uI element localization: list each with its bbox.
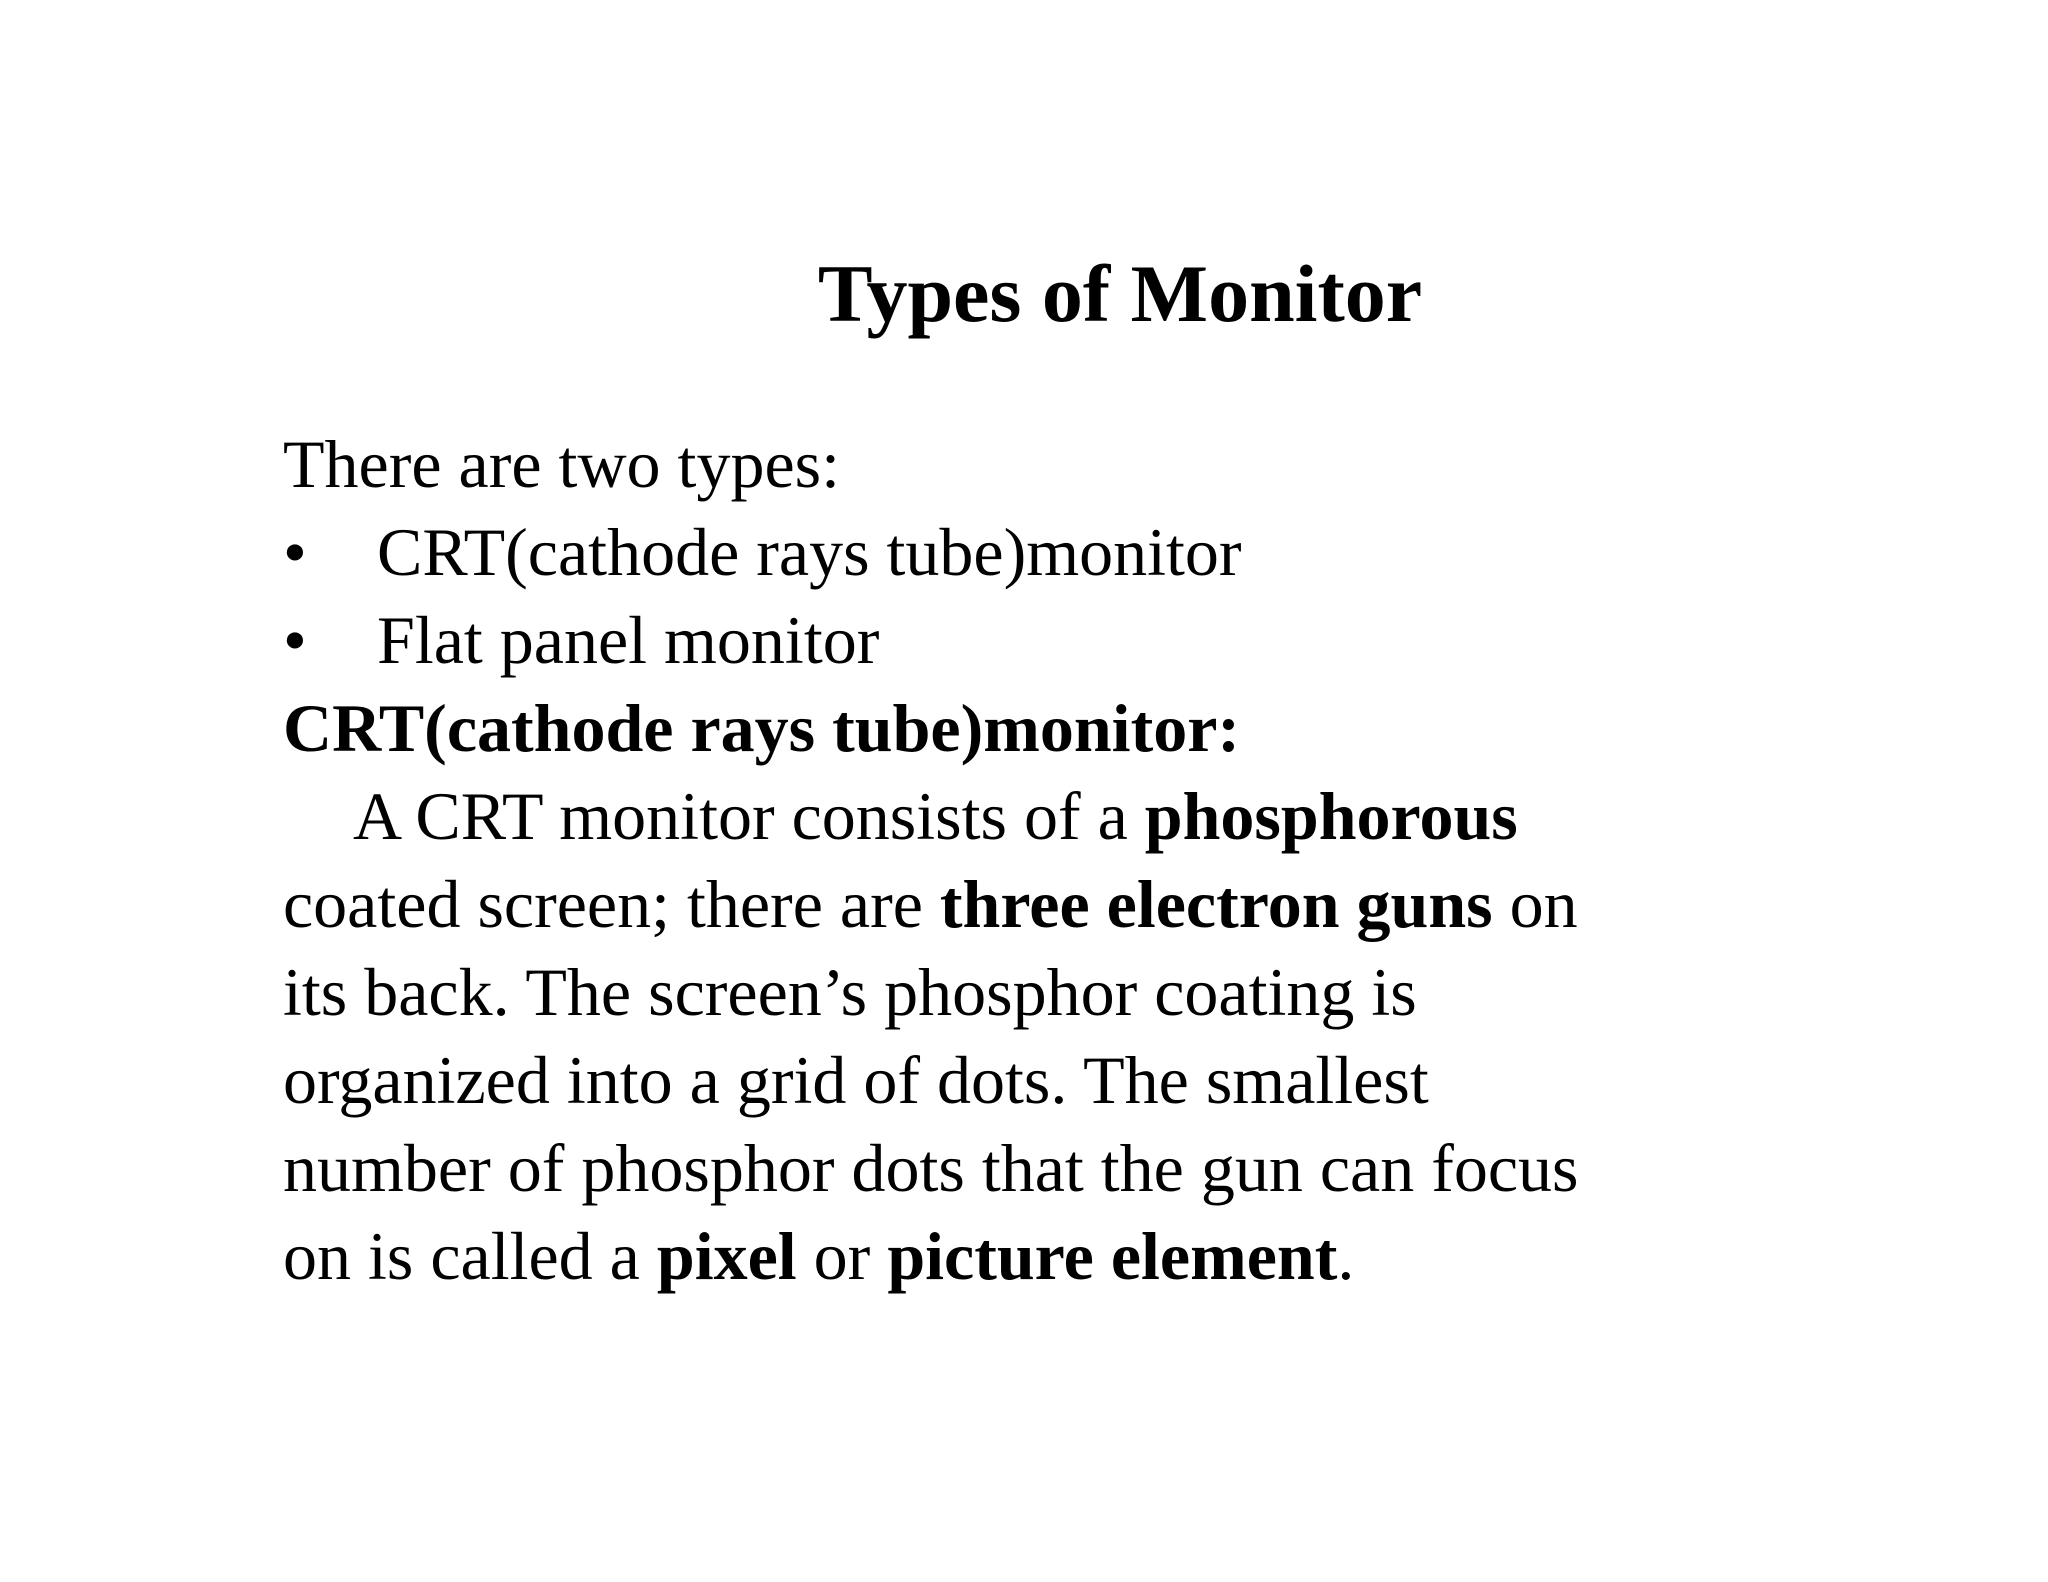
paragraph-line-5: number of phosphor dots that the gun can focus bbox=[283, 1130, 1579, 1206]
bullet-text: CRT(cathode rays tube)monitor bbox=[377, 514, 1242, 590]
section-heading: CRT(cathode rays tube)monitor: bbox=[283, 690, 1241, 766]
paragraph-line-3: its back. The screen’s phosphor coating is bbox=[283, 954, 1417, 1030]
paragraph-line-2 bbox=[283, 860, 1783, 948]
bullet-item-crt bbox=[283, 508, 1783, 596]
slide-title: Types of Monitor bbox=[817, 248, 1423, 339]
bullet-marker: • bbox=[283, 514, 307, 590]
text-run: on bbox=[1492, 866, 1578, 942]
paragraph-line-1 bbox=[283, 772, 1783, 860]
bullet-marker: • bbox=[283, 602, 307, 678]
slide-body bbox=[283, 420, 1783, 1300]
paragraph-line-4: organized into a grid of dots. The smallest bbox=[283, 1042, 1429, 1118]
intro-line: There are two types: bbox=[283, 426, 840, 502]
bullet-item-flat-panel bbox=[283, 596, 1783, 684]
bold-term-pixel: pixel bbox=[656, 1218, 797, 1294]
paragraph-line-6 bbox=[283, 1212, 1783, 1300]
text-run: or bbox=[796, 1218, 888, 1294]
text-run: coated screen; there are bbox=[283, 866, 940, 942]
text-run: . bbox=[1337, 1218, 1355, 1294]
text-run: on is called a bbox=[283, 1218, 657, 1294]
bold-term-phosphorous: phosphorous bbox=[1144, 778, 1518, 854]
bullet-text: Flat panel monitor bbox=[377, 602, 880, 678]
bold-term-three-electron-guns: three electron guns bbox=[939, 866, 1493, 942]
text-run: A CRT monitor consists of a bbox=[353, 778, 1145, 854]
bold-term-picture-element: picture element bbox=[887, 1218, 1338, 1294]
